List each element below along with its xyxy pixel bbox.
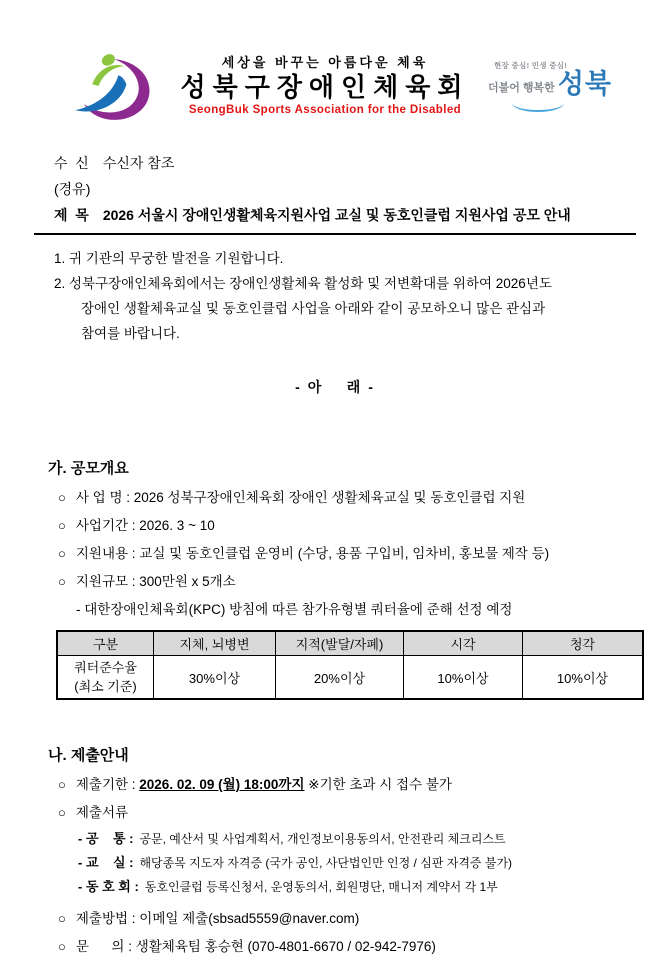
circle-bullet-icon: ○ [58, 939, 66, 954]
section-a-items [58, 484, 636, 596]
item-text: 지원내용 : 교실 및 동호인클럽 운영비 (수당, 용품 구입비, 임차비, 홍보물 제작 등) [75, 546, 550, 561]
contact-info: 문 의 : 생활체육팀 홍승현 (070-4801-6670 / 02-942-7976) [75, 939, 436, 954]
column-header: 지체, 뇌병변 [154, 631, 276, 656]
section-a-title: 가. 공모개요 [48, 460, 129, 477]
contact-line [58, 933, 636, 959]
doc-item-value: 공문, 예산서 및 사업계획서, 개인정보이용동의서, 안전관리 체크리스트 [139, 832, 506, 846]
doc-item-club [78, 875, 636, 899]
document-meta [54, 150, 636, 228]
item-text: 사업기간 : 2026. 3 ~ 10 [75, 518, 215, 533]
deadline-warning: ※기한 초과 시 접수 불가 [304, 777, 452, 792]
paragraph-2-line-2: 장애인 생활체육교실 및 동호인클럽 사업을 아래와 같이 공모하오니 많은 관심과 [81, 301, 546, 316]
quota-value-cell: 20%이상 [276, 656, 404, 700]
circle-bullet-icon: ○ [58, 546, 66, 561]
circle-bullet-icon: ○ [58, 911, 66, 926]
doc-item-common [78, 827, 636, 851]
deadline-value: 2026. 02. 09 (월) 18:00까지 [139, 777, 305, 792]
opening-paragraphs [54, 246, 636, 346]
section-b-items [58, 771, 636, 827]
list-item [58, 512, 636, 540]
quota-table [56, 630, 644, 700]
submission-method: 제출방법 : 이메일 제출(sbsad5559@naver.com) [75, 911, 360, 926]
subject-value: 2026 서울시 장애인생활체육지원사업 교실 및 동호인클럽 지원사업 공모 안내 [102, 207, 571, 223]
doc-item-label: - 교 실 : [78, 855, 134, 870]
subject-label: 제 목 [54, 207, 89, 223]
recipient-value: 수신자 참조 [102, 155, 175, 171]
deadline-line [58, 771, 636, 799]
subject-line [54, 202, 636, 228]
below-marker: - 아 래 - [295, 379, 375, 395]
kpc-quota-note: - 대한장애인체육회(KPC) 방침에 따른 참가유형별 쿼터율에 준해 선정 예정 [76, 602, 513, 617]
via-line [54, 176, 636, 202]
table-header-row [57, 631, 643, 656]
via-label: (경유) [54, 181, 91, 197]
column-header: 시각 [404, 631, 523, 656]
row-label-line-1: 쿼터준수율 [74, 660, 137, 675]
quota-value-cell: 30%이상 [154, 656, 276, 700]
circle-bullet-icon: ○ [58, 490, 66, 505]
section-b-footer-items [58, 905, 636, 959]
section-b-title: 나. 제출안내 [48, 747, 129, 764]
table-row [57, 656, 643, 700]
circle-bullet-icon: ○ [58, 805, 66, 820]
brand-name: 성북 [557, 69, 612, 99]
doc-item-label: - 공 통 : [78, 831, 134, 846]
doc-item-value: 해당종목 지도자 자격증 (국가 공인, 사단법인만 인정 / 심판 자격증 불가) [139, 856, 513, 870]
paragraph-2-line-3: 참여를 바랍니다. [81, 326, 180, 341]
row-label-line-2: (최소 기준) [74, 679, 137, 694]
seongbuk-brand-logo [488, 50, 636, 112]
letterhead [62, 50, 636, 126]
docs-label: 제출서류 [75, 805, 129, 820]
column-header: 지적(발달/자폐) [276, 631, 404, 656]
circle-bullet-icon: ○ [58, 518, 66, 533]
item-text: 사 업 명 : 2026 성북구장애인체육회 장애인 생활체육교실 및 동호인클럽 지원 [75, 490, 526, 505]
row-label-cell [57, 656, 154, 700]
org-name-english: SeongBuk Sports Association for the Disabled [188, 103, 462, 116]
docs-header-line [58, 799, 636, 827]
required-documents [78, 827, 636, 899]
org-logo-icon [62, 50, 162, 122]
list-item [58, 568, 636, 596]
paragraph-2-line-1: 2. 성북구장애인체육회에서는 장애인생활체육 활성화 및 저변확대를 위하여 2026년도 [54, 276, 552, 291]
submission-method-line [58, 905, 636, 933]
column-header: 구분 [57, 631, 154, 656]
letterhead-center [162, 50, 488, 116]
deadline-label: 제출기한 : [75, 777, 140, 792]
doc-item-value: 동호인클럽 등록신청서, 운영동의서, 회원명단, 매니저 계약서 각 1부 [144, 880, 498, 894]
list-item [58, 540, 636, 568]
column-header: 청각 [523, 631, 644, 656]
paragraph-1: 1. 귀 기관의 무궁한 발전을 기원합니다. [54, 251, 284, 266]
doc-item-class [78, 851, 636, 875]
brand-tagline: 현장 중심! 민생 중심! [494, 61, 568, 70]
circle-bullet-icon: ○ [58, 574, 66, 589]
subject-divider [34, 233, 636, 235]
doc-item-label: - 동 호 회 : [78, 879, 139, 894]
brand-subtext: 더불어 행복한 [488, 82, 555, 95]
recipient-line [54, 150, 636, 176]
quota-value-cell: 10%이상 [523, 656, 644, 700]
item-text: 지원규모 : 300만원 x 5개소 [75, 574, 236, 589]
circle-bullet-icon: ○ [58, 777, 66, 792]
quota-value-cell: 10%이상 [404, 656, 523, 700]
org-name: 성북구장애인체육회 [180, 72, 470, 102]
list-item [58, 484, 636, 512]
recipient-label: 수 신 [54, 155, 89, 171]
header-slogan: 세상을 바꾸는 아름다운 체육 [221, 55, 429, 70]
